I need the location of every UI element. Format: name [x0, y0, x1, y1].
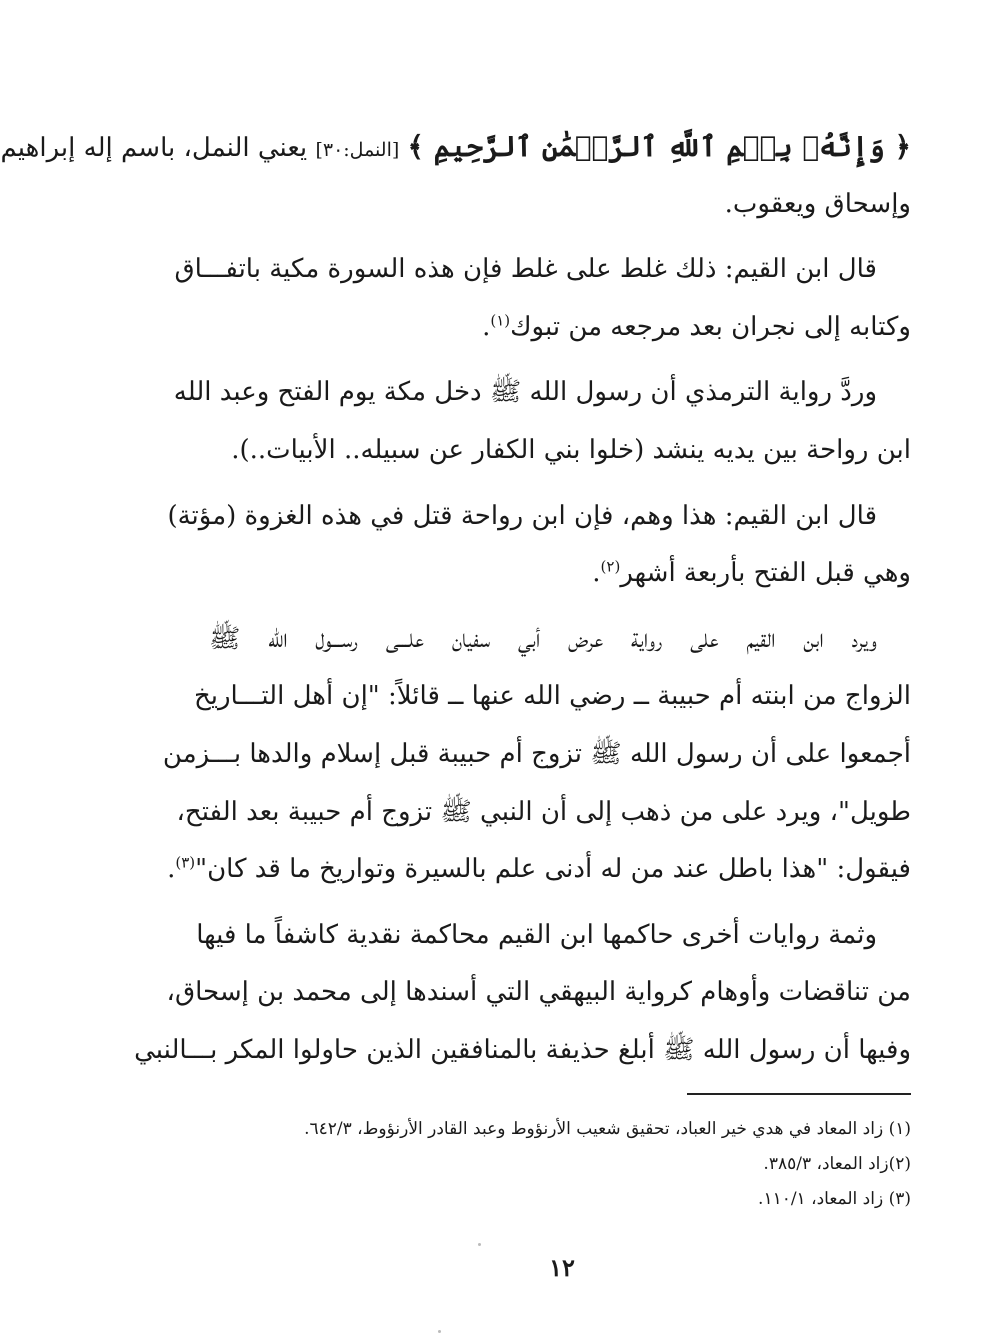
period: . [167, 854, 176, 885]
paragraph-4-line-2 [209, 545, 911, 603]
paragraph-5-line-1: ويرد ابن القيم على رواية عرض أبي سفيان علـــى رســـول الله ﷺ [209, 623, 877, 654]
paragraph-2-text: وكتابه إلى نجران بعد مرجعه من تبوك [510, 311, 911, 342]
quran-verse: ﴿ وَإِنَّهُۥ بِسۡمِ ٱللَّهِ ٱلرَّحۡمَٰنِ ٱلرَّحِيمِ ﴾ [407, 130, 911, 163]
paragraph-2-line-1: قال ابن القيم: ذلك غلط على غلط فإن هذه السورة مكية باتفـــاق [174, 254, 877, 285]
paragraph-4-text: وهي قبل الفتح بأربعة أشهر [620, 558, 911, 589]
paragraph-4-line-1: قال ابن القيم: هذا وهم، فإن ابن رواحة قتل في هذه الغزوة (مؤتة) [167, 500, 877, 531]
paragraph-5-line-4: طويل"، ويرد على من ذهب إلى أن النبي ﷺ تزوج أم حبيبة بعد الفتح، [176, 796, 911, 827]
footnote-1: (١) زاد المعاد في هدي خير العباد، تحقيق شعيب الأرنؤوط وعبد القادر الأرنؤوط، ٦٤٢/٣. [304, 1119, 911, 1139]
paragraph-6-line-3: وفيها أن رسول الله ﷺ أبلغ حذيفة بالمنافقين الذين حاولوا المكر بـــالنبي [134, 1034, 911, 1065]
footnote-2: (٢)زاد المعاد، ٣٨٥/٣. [763, 1154, 911, 1174]
page-number: ١٢ [549, 1253, 575, 1282]
footnotes [209, 1112, 911, 1217]
footnote-marker-3: (٣) [175, 853, 196, 872]
paragraph-5-line-5 [167, 841, 911, 899]
verse-reference: [النمل:٣٠] [315, 139, 400, 161]
footnote-3: (٣) زاد المعاد، ١١٠/١. [758, 1189, 911, 1209]
paragraph-2-line-2 [209, 299, 911, 357]
footnote-marker-1: (١) [490, 311, 511, 330]
paragraph-5-text: فيقول: "هذا باطل عند من له أدنى علم بالسيرة وتواريخ ما قد كان" [195, 854, 911, 885]
paragraph-6-line-2: من تناقضات وأوهام كرواية البيهقي التي أسندها إلى محمد بن إسحاق، [166, 977, 911, 1008]
paragraph-1-line-2: وإسحاق ويعقوب. [724, 188, 911, 219]
paragraph-6-line-1: وثمة روايات أخرى حاكمها ابن القيم محاكمة نقدية كاشفاً ما فيها [196, 919, 877, 950]
paragraph-3-line-1: وردَّ رواية الترمذي أن رسول الله ﷺ دخل مكة يوم الفتح وعبد الله [173, 377, 877, 408]
footnote-separator [687, 1093, 911, 1095]
footnote-marker-2: (٢) [600, 557, 621, 576]
paragraph-1-text: يعني النمل، باسم إله إبراهيم [0, 133, 308, 163]
period: . [482, 311, 491, 342]
paragraph-5-line-2: الزواج من ابنته أم حبيبة ــ رضي الله عنها ــ قائلاً: "إن أهل التـــاريخ [193, 681, 911, 712]
period: . [592, 558, 601, 589]
paragraph-3-line-2: ابن رواحة بين يديه ينشد (خلوا بني الكفار عن سبيله.. الأبيات..). [231, 434, 911, 465]
paragraph-1-line-1 [0, 118, 911, 176]
scan-speck [478, 1243, 481, 1246]
scan-speck [438, 1330, 441, 1333]
main-text [0, 118, 911, 1080]
paragraph-5-line-3: أجمعوا على أن رسول الله ﷺ تزوج أم حبيبة قبل إسلام والدها بـــزمن [162, 738, 911, 769]
